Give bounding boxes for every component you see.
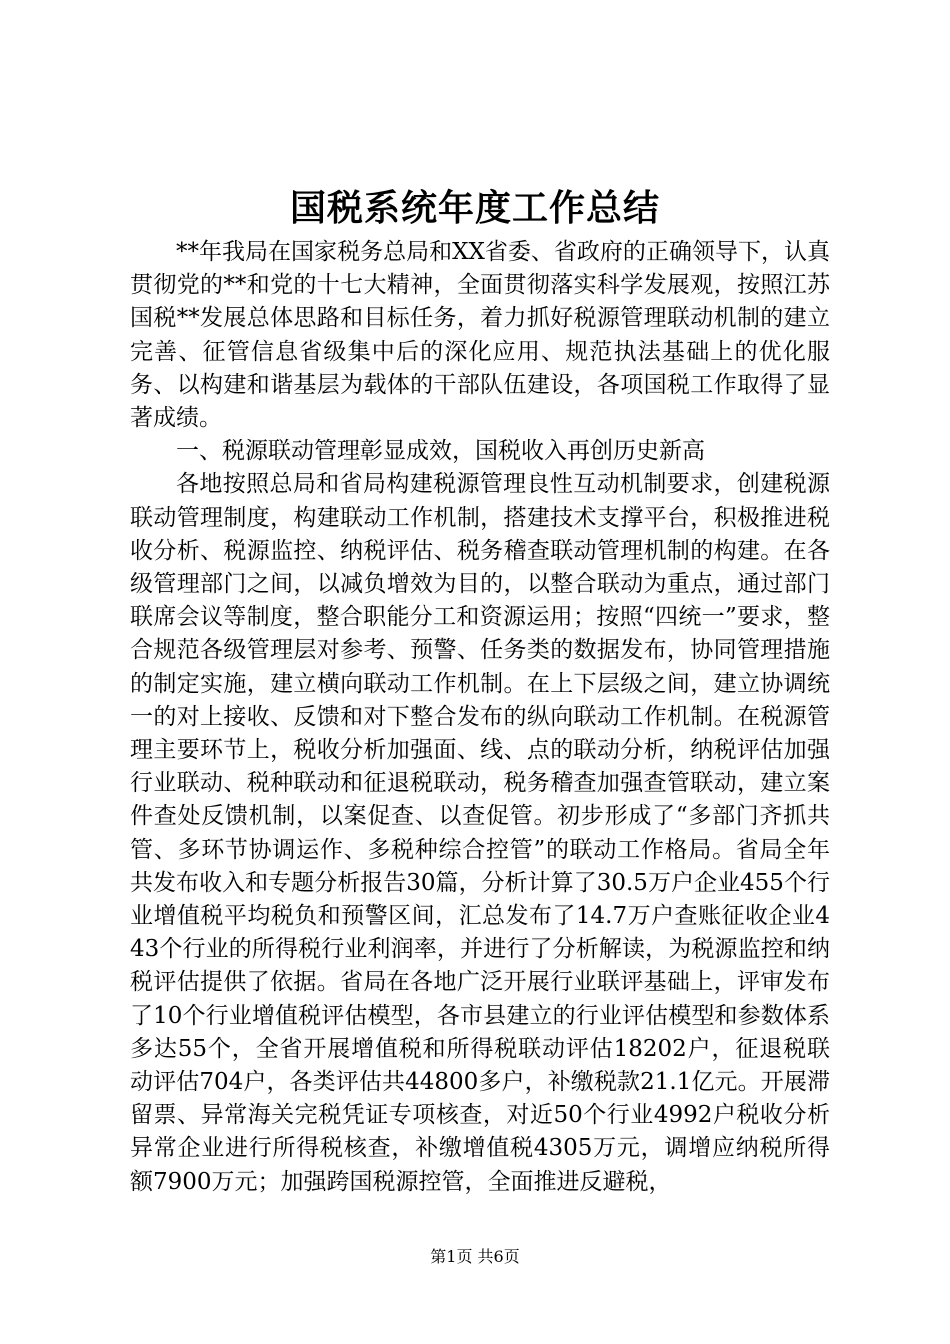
section-heading: 一、税源联动管理彰显成效，国税收入再创历史新高 (176, 438, 705, 465)
intro-paragraph: **年我局在国家税务总局和XX省委、省政府的正确领导下，认真贯彻党的**和党的十七大精神，全面贯彻落实科学发展观，按照江苏国税**发展总体思路和目标任务，着力抓好税源管理联动机制的建立完善、征管信息省级集中后的深化应用、规范执法基础上的优化服务、以构建和谐基层为载体的干部队伍建设，各项国税工作取得了显著成绩。 (130, 239, 830, 432)
document-title: 国税系统年度工作总结 (289, 187, 660, 229)
page-number-footer: 第1页 共6页 (430, 1247, 520, 1266)
document-body (130, 236, 830, 1199)
section-paragraph: 各地按照总局和省局构建税源管理良性互动机制要求，创建税源联动管理制度，构建联动工作机制，搭建技术支撑平台，积极推进税收分析、税源监控、纳税评估、税务稽查联动管理机制的构建。在各级管理部门之间，以减负增效为目的，以整合联动为重点，通过部门联席会议等制度，整合职能分工和资源运用；按照“四统一”要求，整合规范各级管理层对参考、预警、任务类的数据发布，协同管理措施的制定实施，建立横向联动工作机制。在上下层级之间，建立协调统一的对上接收、反馈和对下整合发布的纵向联动工作机制。在税源管理主要环节上，税收分析加强面、线、点的联动分析，纳税评估加强行业联动、税种联动和征退税联动，税务稽查加强查管联动，建立案件查处反馈机制，以案促查、以查促管。初步形成了“多部门齐抓共管、多环节协调运作、多税种综合控管”的联动工作格局。省局全年共发布收入和专题分析报告30篇，分析计算了30.5万户企业455个行业增值税平均税负和预警区间，汇总发布了14.7万户查账征收企业443个行业的所得税行业利润率，并进行了分析解读，为税源监控和纳税评估提供了依据。省局在各地广泛开展行业联评基础上，评审发布了10个行业增值税评估模型，各市县建立的行业评估模型和参数体系多达55个，全省开展增值税和所得税联动评估18202户，征退税联动评估704户，各类评估共44800多户，补缴税款21.1亿元。开展滞留票、异常海关完税凭证专项核查，对近50个行业4992户税收分析异常企业进行所得税核查，补缴增值税4305万元，调增应纳税所得额7900万元；加强跨国税源控管，全面推进反避税， (130, 471, 830, 1195)
